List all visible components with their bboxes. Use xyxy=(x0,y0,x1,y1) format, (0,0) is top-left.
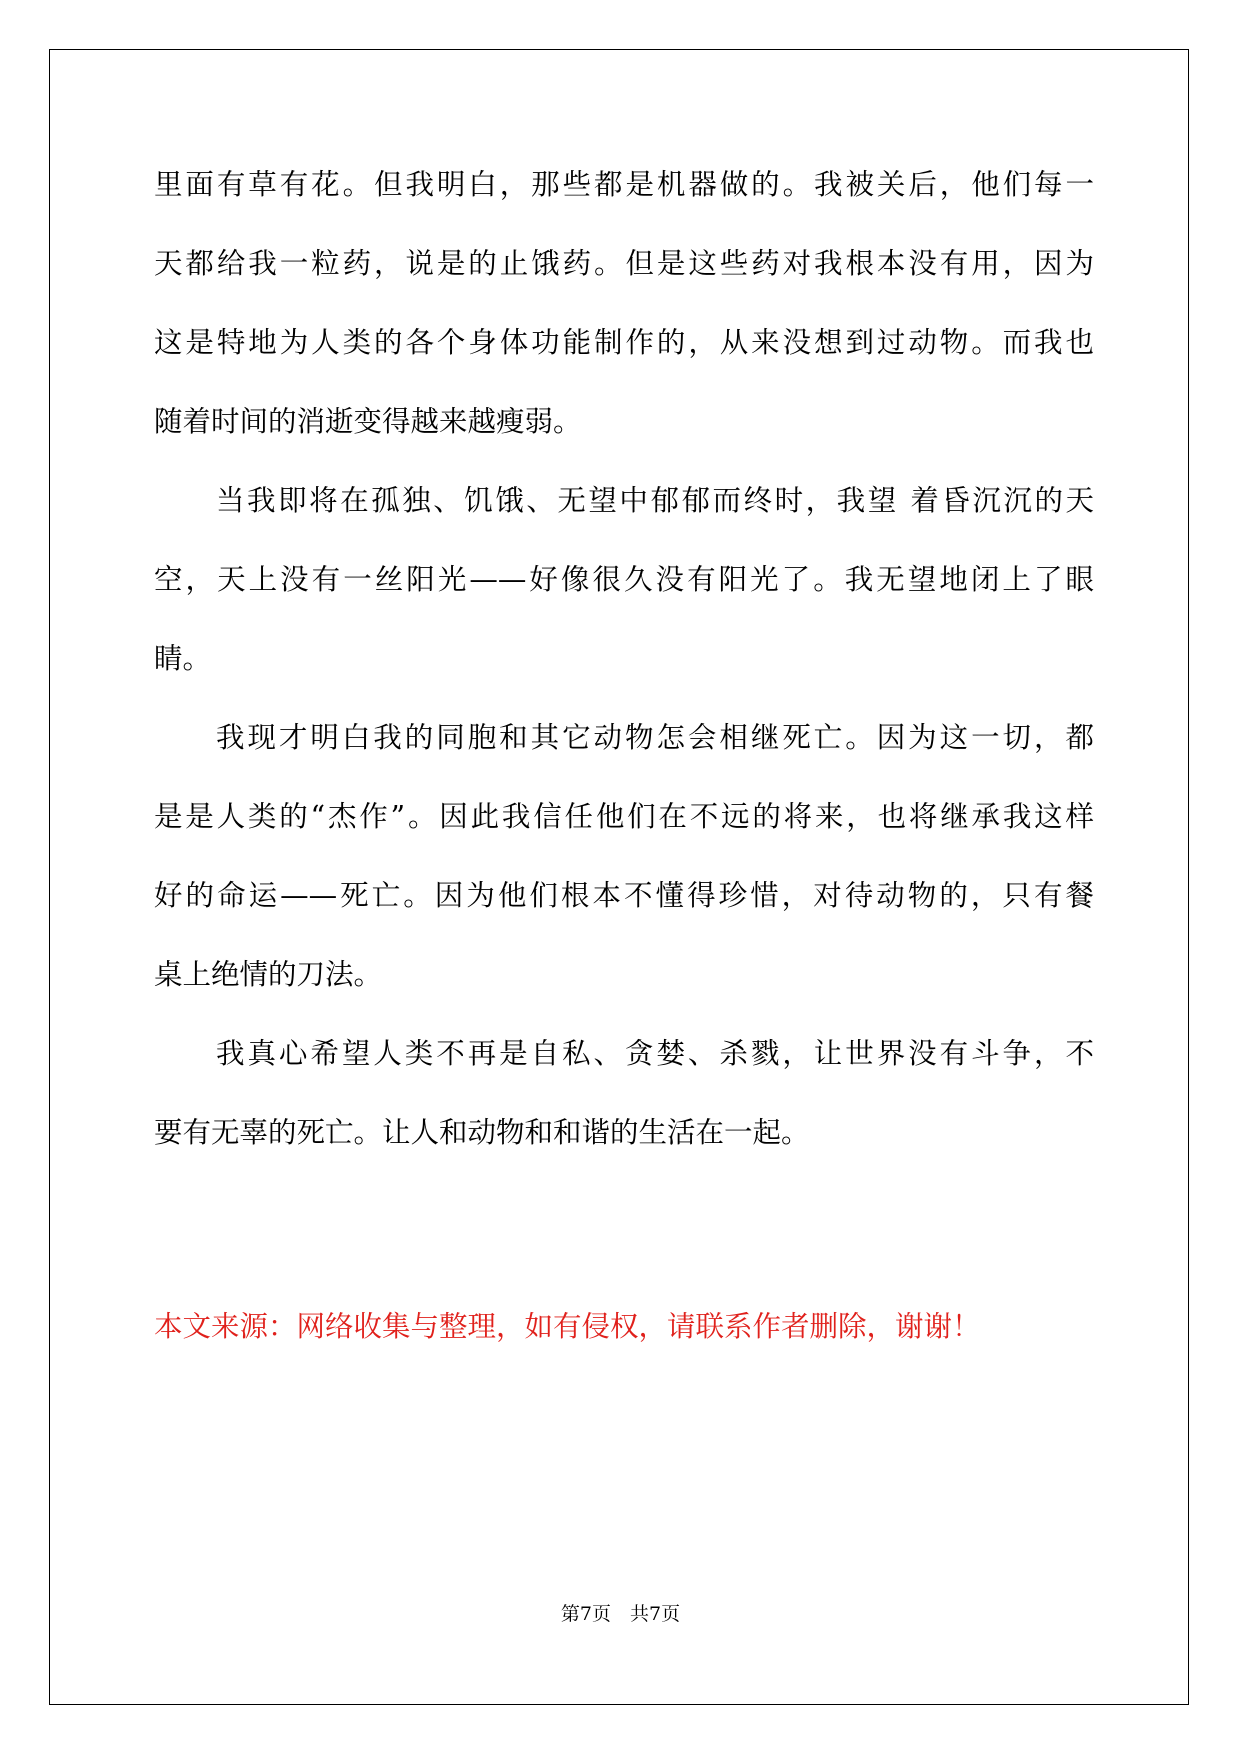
body-line-8: 我现才明白我的同胞和其它动物怎会相继死亡。因为这一切，都 xyxy=(216,721,1094,754)
body-line-3: 这是特地为人类的各个身体功能制作的，从来没想到过动物。而我也 xyxy=(154,326,1094,359)
body-line-5: 当我即将在孤独、饥饿、无望中郁郁而终时，我望 着昏沉沉的天 xyxy=(216,484,1094,517)
body-line-6: 空，天上没有一丝阳光——好像很久没有阳光了。我无望地闭上了眼 xyxy=(154,563,1094,596)
page-number: 第7页 共7页 xyxy=(560,1603,681,1625)
body-line-4: 随着时间的消逝变得越来越瘦弱。 xyxy=(154,405,582,438)
body-line-1: 里面有草有花。但我明白，那些都是机器做的。我被关后，他们每一 xyxy=(154,168,1094,201)
body-line-11: 桌上绝情的刀法。 xyxy=(154,958,383,991)
body-line-12: 我真心希望人类不再是自私、贪婪、杀戮，让世界没有斗争，不 xyxy=(216,1037,1094,1070)
body-line-2: 天都给我一粒药，说是的止饿药。但是这些药对我根本没有用，因为 xyxy=(154,247,1094,280)
source-note: 本文来源：网络收集与整理，如有侵权，请联系作者删除，谢谢！ xyxy=(154,1310,981,1343)
body-line-13: 要有无辜的死亡。让人和动物和和谐的生活在一起。 xyxy=(154,1116,810,1149)
document-body xyxy=(154,164,1094,1191)
body-line-9: 是是人类的“杰作”。因此我信任他们在不远的将来，也将继承我这样 xyxy=(154,800,1094,833)
body-line-7: 睛。 xyxy=(154,642,212,675)
body-line-10: 好的命运——死亡。因为他们根本不懂得珍惜，对待动物的，只有餐 xyxy=(154,879,1094,912)
